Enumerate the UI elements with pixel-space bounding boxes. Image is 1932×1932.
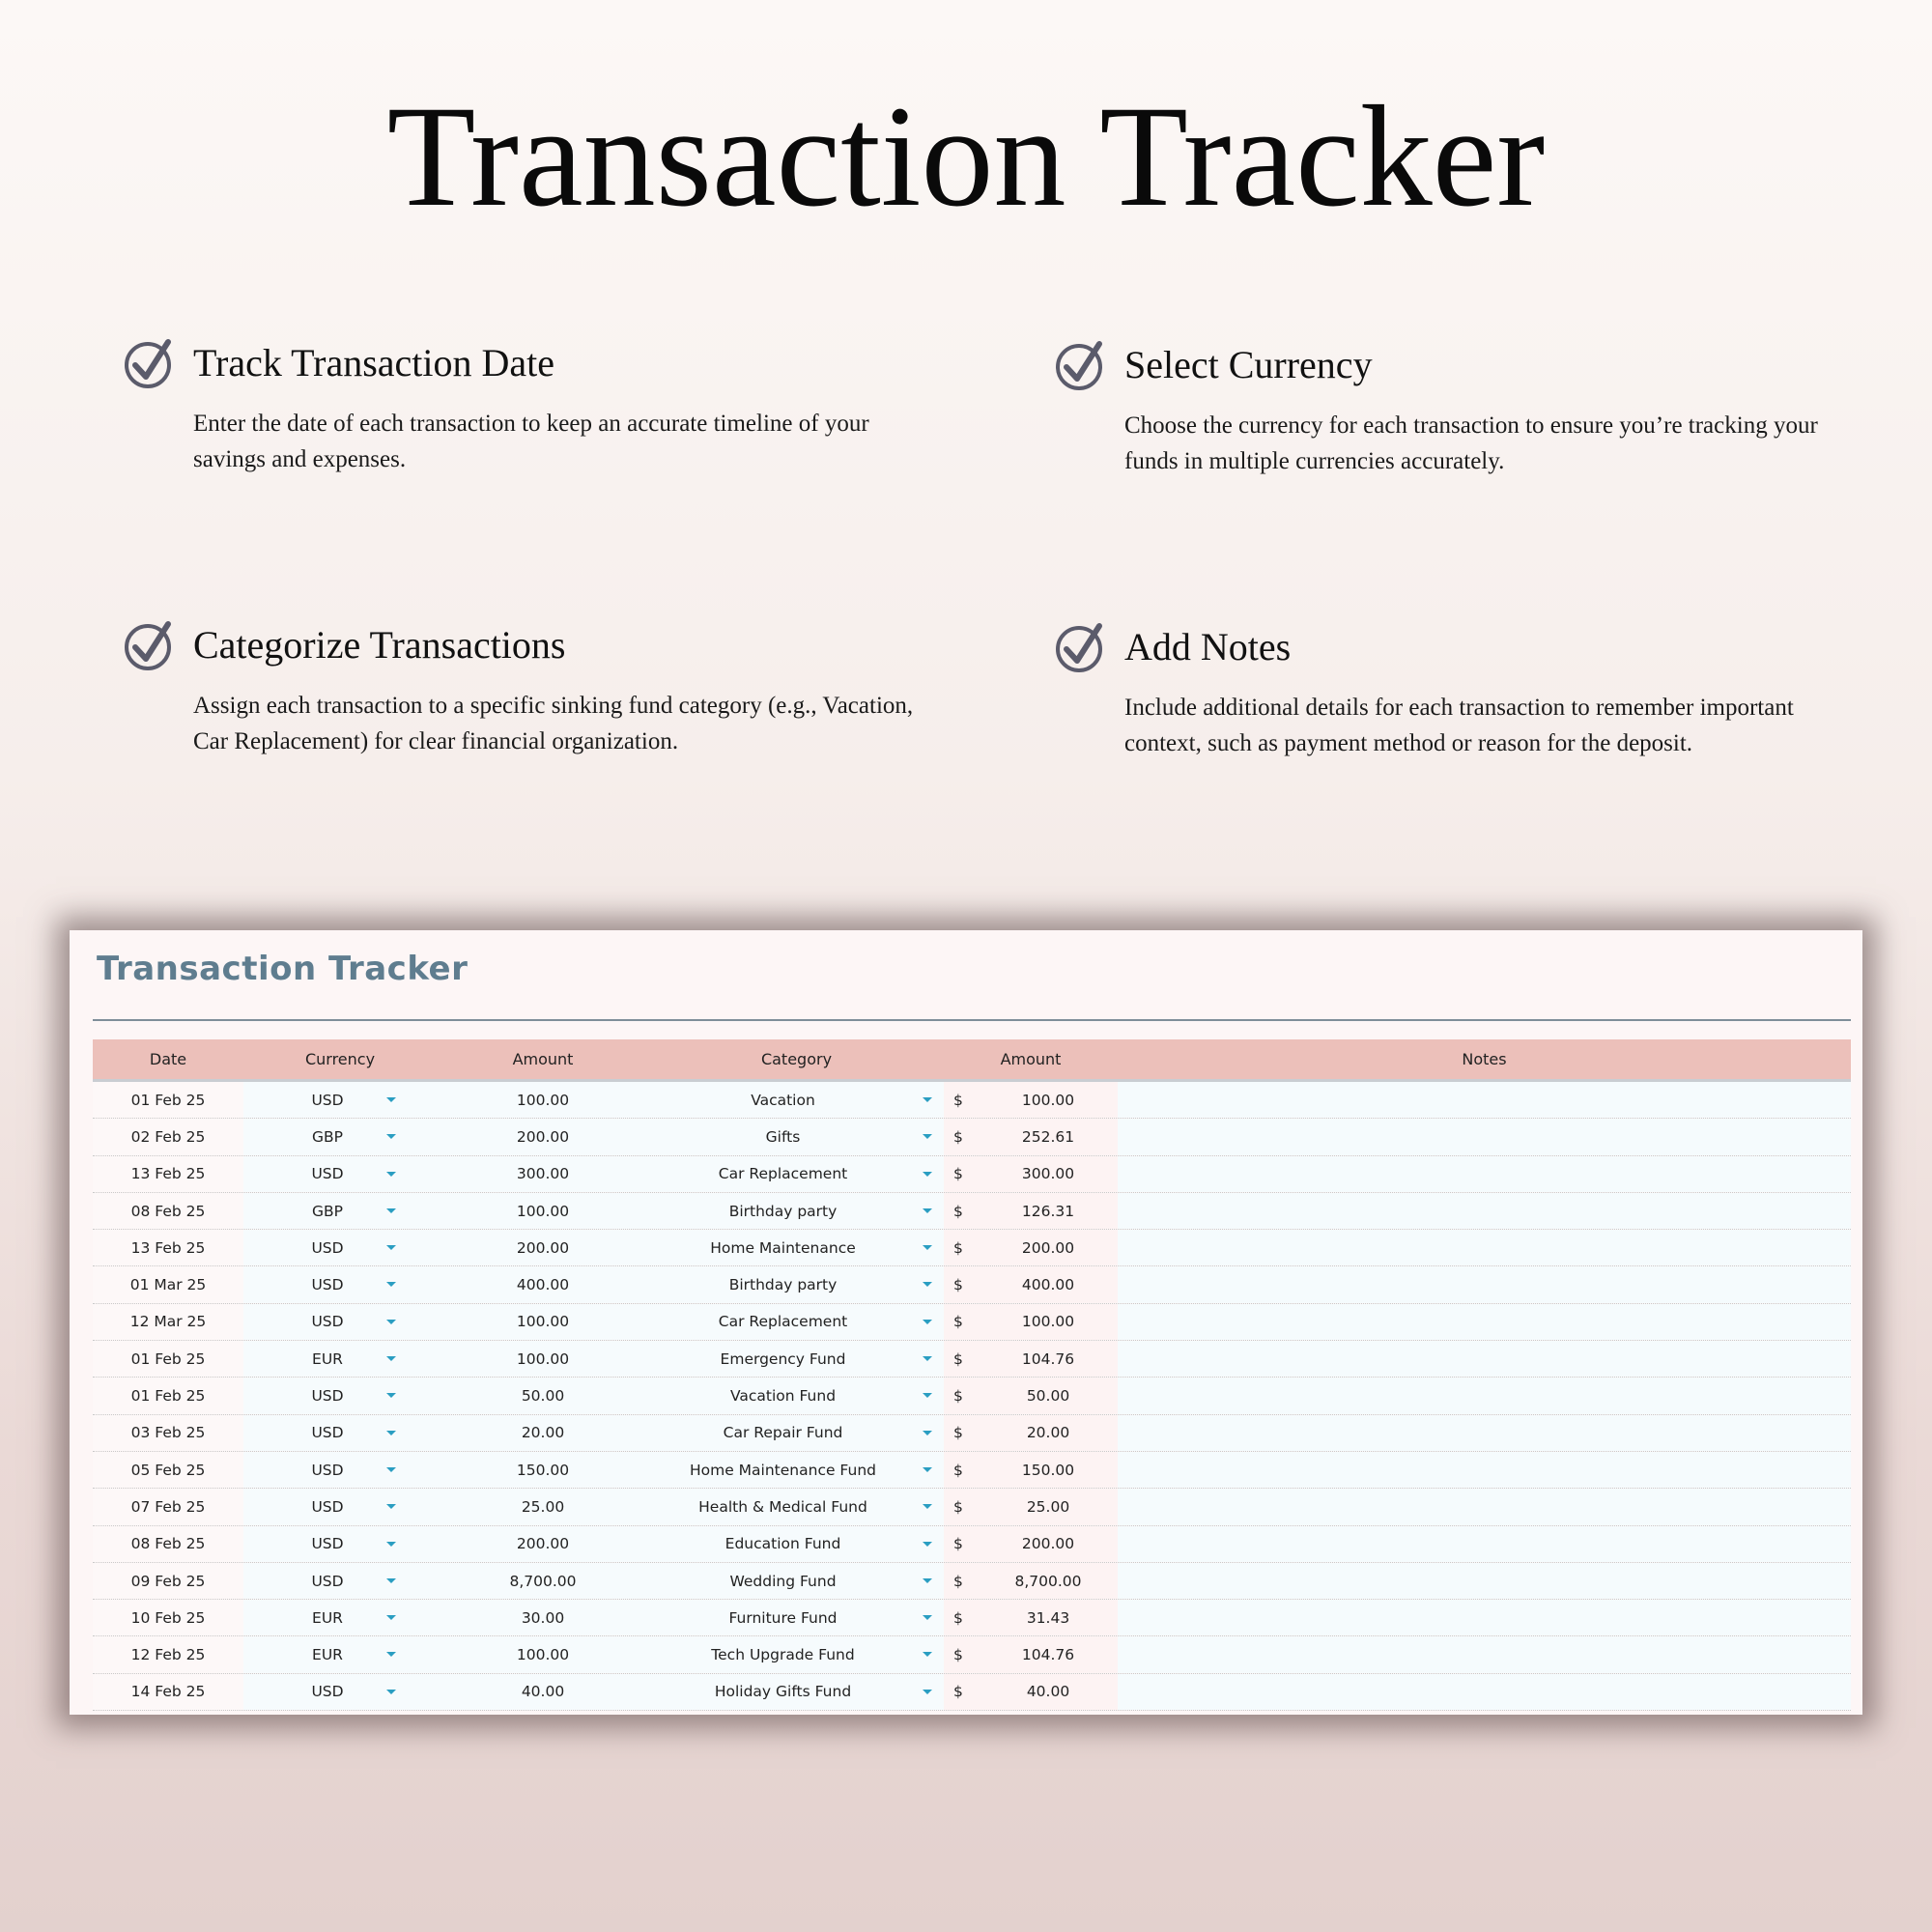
column-header-converted-amount[interactable]: Amount	[1000, 1050, 1062, 1068]
currency-symbol: $	[953, 1238, 963, 1257]
currency-dropdown[interactable]	[243, 1600, 437, 1635]
category-value: Home Maintenance Fund	[689, 1461, 876, 1479]
table-row	[93, 1526, 1851, 1563]
category-value: Car Replacement	[718, 1165, 848, 1183]
check-circle-icon	[1055, 338, 1109, 392]
currency-symbol: $	[953, 1276, 963, 1294]
table-row	[93, 1600, 1851, 1636]
date-cell[interactable]: 12 Mar 25	[93, 1304, 243, 1340]
category-value: Birthday party	[728, 1276, 838, 1294]
converted-amount-cell	[944, 1193, 1118, 1229]
currency-symbol: $	[953, 1313, 963, 1331]
amount-cell[interactable]: 100.00	[437, 1636, 649, 1672]
currency-value: EUR	[312, 1350, 343, 1368]
converted-amount-cell	[944, 1636, 1118, 1672]
date-cell[interactable]: 01 Feb 25	[93, 1341, 243, 1377]
amount-cell[interactable]: 150.00	[437, 1452, 649, 1488]
currency-value: USD	[311, 1424, 344, 1442]
currency-value: USD	[311, 1313, 344, 1331]
converted-amount-value: 8,700.00	[1014, 1572, 1082, 1590]
feature-title: Categorize Transactions	[193, 623, 566, 667]
category-dropdown[interactable]	[649, 1636, 944, 1672]
converted-amount-value: 104.76	[1021, 1646, 1075, 1664]
category-value: Car Repair Fund	[723, 1424, 843, 1442]
amount-cell[interactable]: 300.00	[437, 1156, 649, 1192]
caret-down-icon[interactable]	[386, 1208, 396, 1213]
converted-amount-cell	[944, 1266, 1118, 1302]
table-row	[93, 1415, 1851, 1452]
caret-down-icon[interactable]	[386, 1356, 396, 1361]
check-circle-icon	[124, 618, 178, 672]
category-value: Holiday Gifts Fund	[714, 1683, 852, 1701]
date-cell[interactable]: 01 Mar 25	[93, 1266, 243, 1302]
caret-down-icon[interactable]	[923, 1690, 932, 1694]
currency-symbol: $	[953, 1387, 963, 1406]
date-cell[interactable]: 03 Feb 25	[93, 1415, 243, 1451]
category-value: Car Replacement	[718, 1313, 848, 1331]
currency-dropdown[interactable]	[243, 1082, 437, 1118]
caret-down-icon[interactable]	[923, 1431, 932, 1435]
caret-down-icon[interactable]	[386, 1467, 396, 1472]
date-cell[interactable]: 12 Feb 25	[93, 1636, 243, 1672]
currency-value: GBP	[312, 1127, 343, 1146]
converted-amount-value: 20.00	[1026, 1424, 1070, 1442]
currency-symbol: $	[953, 1202, 963, 1220]
converted-amount-cell	[944, 1341, 1118, 1377]
caret-down-icon[interactable]	[386, 1282, 396, 1287]
date-cell[interactable]: 08 Feb 25	[93, 1193, 243, 1229]
amount-cell[interactable]: 200.00	[437, 1119, 649, 1154]
converted-amount-cell	[944, 1489, 1118, 1524]
currency-value: USD	[311, 1091, 344, 1109]
converted-amount-cell	[944, 1378, 1118, 1413]
caret-down-icon[interactable]	[923, 1652, 932, 1657]
date-cell[interactable]: 02 Feb 25	[93, 1119, 243, 1154]
date-cell[interactable]: 07 Feb 25	[93, 1489, 243, 1524]
date-cell[interactable]: 13 Feb 25	[93, 1156, 243, 1192]
date-cell[interactable]: 09 Feb 25	[93, 1563, 243, 1599]
currency-symbol: $	[953, 1497, 963, 1516]
currency-dropdown[interactable]	[243, 1489, 437, 1524]
caret-down-icon[interactable]	[386, 1393, 396, 1398]
table-row	[93, 1378, 1851, 1414]
converted-amount-value: 104.76	[1021, 1350, 1075, 1368]
converted-amount-cell	[944, 1156, 1118, 1192]
notes-cell[interactable]	[1118, 1600, 1851, 1635]
notes-cell[interactable]	[1118, 1415, 1851, 1451]
currency-dropdown[interactable]	[243, 1415, 437, 1451]
caret-down-icon[interactable]	[923, 1172, 932, 1177]
caret-down-icon[interactable]	[386, 1578, 396, 1583]
caret-down-icon[interactable]	[386, 1652, 396, 1657]
currency-dropdown[interactable]	[243, 1193, 437, 1229]
currency-dropdown[interactable]	[243, 1230, 437, 1265]
category-value: Education Fund	[724, 1535, 841, 1553]
currency-value: USD	[311, 1535, 344, 1553]
date-cell[interactable]: 01 Feb 25	[93, 1082, 243, 1118]
currency-symbol: $	[953, 1165, 963, 1183]
category-dropdown[interactable]	[649, 1230, 944, 1265]
caret-down-icon[interactable]	[923, 1320, 932, 1324]
currency-value: USD	[311, 1165, 344, 1183]
converted-amount-value: 100.00	[1021, 1313, 1075, 1331]
hero-title: Transaction Tracker	[386, 76, 1546, 237]
notes-cell[interactable]	[1118, 1378, 1851, 1413]
converted-amount-value: 25.00	[1026, 1497, 1070, 1516]
notes-cell[interactable]	[1118, 1266, 1851, 1302]
currency-value: USD	[311, 1572, 344, 1590]
table-row	[93, 1563, 1851, 1600]
currency-symbol: $	[953, 1127, 963, 1146]
currency-symbol: $	[953, 1350, 963, 1368]
caret-down-icon[interactable]	[923, 1356, 932, 1361]
currency-dropdown[interactable]	[243, 1156, 437, 1192]
converted-amount-cell	[944, 1415, 1118, 1451]
converted-amount-cell	[944, 1563, 1118, 1599]
notes-cell[interactable]	[1118, 1526, 1851, 1562]
currency-value: EUR	[312, 1608, 343, 1627]
caret-down-icon[interactable]	[386, 1615, 396, 1620]
amount-cell[interactable]: 400.00	[437, 1266, 649, 1302]
caret-down-icon[interactable]	[386, 1245, 396, 1250]
caret-down-icon[interactable]	[386, 1172, 396, 1177]
caret-down-icon[interactable]	[386, 1690, 396, 1694]
currency-dropdown[interactable]	[243, 1119, 437, 1154]
feature-title: Track Transaction Date	[193, 341, 555, 384]
category-dropdown[interactable]	[649, 1193, 944, 1229]
category-dropdown[interactable]	[649, 1304, 944, 1340]
currency-value: EUR	[312, 1646, 343, 1664]
converted-amount-cell	[944, 1230, 1118, 1265]
currency-value: USD	[311, 1276, 344, 1294]
caret-down-icon[interactable]	[386, 1504, 396, 1509]
amount-cell[interactable]: 20.00	[437, 1415, 649, 1451]
currency-dropdown[interactable]	[243, 1452, 437, 1488]
category-value: Wedding Fund	[729, 1572, 837, 1590]
notes-cell[interactable]	[1118, 1193, 1851, 1229]
amount-cell[interactable]: 200.00	[437, 1526, 649, 1562]
notes-cell[interactable]	[1118, 1230, 1851, 1265]
caret-down-icon[interactable]	[923, 1542, 932, 1547]
date-cell[interactable]: 08 Feb 25	[93, 1526, 243, 1562]
currency-value: USD	[311, 1497, 344, 1516]
table-row	[93, 1156, 1851, 1193]
table-row	[93, 1452, 1851, 1489]
currency-symbol: $	[953, 1608, 963, 1627]
converted-amount-cell	[944, 1526, 1118, 1562]
category-value: Home Maintenance	[710, 1238, 856, 1257]
caret-down-icon[interactable]	[923, 1282, 932, 1287]
feature-description: Assign each transaction to a specific sinking fund category (e.g., Vacation, Car Replacement) for clear financial organization.	[193, 693, 914, 754]
currency-dropdown[interactable]	[243, 1526, 437, 1562]
date-cell[interactable]: 05 Feb 25	[93, 1452, 243, 1488]
title-divider	[93, 1019, 1851, 1021]
notes-cell[interactable]	[1118, 1636, 1851, 1672]
notes-cell[interactable]	[1118, 1156, 1851, 1192]
sheet-title: Transaction Tracker	[97, 950, 469, 988]
date-cell[interactable]: 01 Feb 25	[93, 1378, 243, 1413]
column-header-date[interactable]: Date	[149, 1050, 187, 1068]
table-row	[93, 1489, 1851, 1525]
currency-dropdown[interactable]	[243, 1378, 437, 1413]
converted-amount-cell	[944, 1600, 1118, 1635]
converted-amount-cell	[944, 1674, 1118, 1710]
currency-symbol: $	[953, 1683, 963, 1701]
caret-down-icon[interactable]	[923, 1245, 932, 1250]
table-row	[93, 1266, 1851, 1303]
currency-value: USD	[311, 1238, 344, 1257]
category-value: Birthday party	[728, 1202, 838, 1220]
feature-description: Enter the date of each transaction to keep an accurate timeline of your savings and expenses.	[193, 411, 869, 472]
table-row	[93, 1304, 1851, 1341]
category-value: Vacation Fund	[729, 1387, 837, 1406]
currency-symbol: $	[953, 1572, 963, 1590]
category-dropdown[interactable]	[649, 1600, 944, 1635]
converted-amount-value: 400.00	[1021, 1276, 1075, 1294]
notes-cell[interactable]	[1118, 1563, 1851, 1599]
category-dropdown[interactable]	[649, 1452, 944, 1488]
check-circle-icon	[124, 336, 178, 390]
converted-amount-value: 100.00	[1021, 1091, 1075, 1109]
converted-amount-cell	[944, 1082, 1118, 1118]
amount-cell[interactable]: 200.00	[437, 1230, 649, 1265]
notes-cell[interactable]	[1118, 1119, 1851, 1154]
converted-amount-value: 126.31	[1021, 1202, 1075, 1220]
currency-value: GBP	[312, 1202, 343, 1220]
converted-amount-value: 40.00	[1026, 1683, 1070, 1701]
category-dropdown[interactable]	[649, 1119, 944, 1154]
category-dropdown[interactable]	[649, 1266, 944, 1302]
category-dropdown[interactable]	[649, 1489, 944, 1524]
feature-description: Include additional details for each transaction to remember important context, such as payment method or reason for the deposit.	[1124, 695, 1794, 756]
table-row	[93, 1193, 1851, 1230]
converted-amount-value: 252.61	[1021, 1127, 1075, 1146]
converted-amount-cell	[944, 1304, 1118, 1340]
column-header-amount[interactable]: Amount	[512, 1050, 574, 1068]
notes-cell[interactable]	[1118, 1674, 1851, 1710]
table-row	[93, 1341, 1851, 1378]
category-dropdown[interactable]	[649, 1526, 944, 1562]
table-header	[93, 1039, 1851, 1082]
category-value: Emergency Fund	[720, 1350, 846, 1368]
converted-amount-value: 300.00	[1021, 1165, 1075, 1183]
currency-dropdown[interactable]	[243, 1341, 437, 1377]
currency-dropdown[interactable]	[243, 1674, 437, 1710]
category-value: Gifts	[765, 1127, 801, 1146]
spreadsheet-preview	[70, 930, 1862, 1715]
date-cell[interactable]: 10 Feb 25	[93, 1600, 243, 1635]
caret-down-icon[interactable]	[386, 1542, 396, 1547]
column-header-category[interactable]: Category	[760, 1050, 833, 1068]
category-dropdown[interactable]	[649, 1674, 944, 1710]
notes-cell[interactable]	[1118, 1452, 1851, 1488]
caret-down-icon[interactable]	[386, 1431, 396, 1435]
category-value: Tech Upgrade Fund	[711, 1646, 855, 1664]
currency-symbol: $	[953, 1091, 963, 1109]
category-value: Vacation	[751, 1091, 815, 1109]
amount-cell[interactable]: 100.00	[437, 1193, 649, 1229]
category-dropdown[interactable]	[649, 1341, 944, 1377]
table-body	[93, 1082, 1851, 1711]
amount-cell[interactable]: 50.00	[437, 1378, 649, 1413]
converted-amount-value: 31.43	[1026, 1608, 1070, 1627]
feature-title: Select Currency	[1124, 343, 1373, 386]
category-dropdown[interactable]	[649, 1082, 944, 1118]
amount-cell[interactable]: 8,700.00	[437, 1563, 649, 1599]
check-circle-icon	[1055, 620, 1109, 674]
caret-down-icon[interactable]	[386, 1097, 396, 1102]
notes-cell[interactable]	[1118, 1304, 1851, 1340]
caret-down-icon[interactable]	[386, 1320, 396, 1324]
currency-dropdown[interactable]	[243, 1563, 437, 1599]
currency-value: USD	[311, 1461, 344, 1479]
amount-cell[interactable]: 100.00	[437, 1341, 649, 1377]
currency-dropdown[interactable]	[243, 1304, 437, 1340]
amount-cell[interactable]: 100.00	[437, 1082, 649, 1118]
category-dropdown[interactable]	[649, 1415, 944, 1451]
notes-cell[interactable]	[1118, 1489, 1851, 1524]
table-row	[93, 1230, 1851, 1266]
caret-down-icon[interactable]	[923, 1504, 932, 1509]
notes-cell[interactable]	[1118, 1341, 1851, 1377]
currency-value: USD	[311, 1683, 344, 1701]
amount-cell[interactable]: 100.00	[437, 1304, 649, 1340]
column-header-currency[interactable]: Currency	[304, 1050, 376, 1068]
column-header-notes[interactable]: Notes	[1462, 1050, 1507, 1068]
date-cell[interactable]: 14 Feb 25	[93, 1674, 243, 1710]
category-dropdown[interactable]	[649, 1378, 944, 1413]
caret-down-icon[interactable]	[923, 1208, 932, 1213]
feature-description: Choose the currency for each transaction to ensure you’re tracking your funds in multiple currencies accurately.	[1124, 412, 1818, 474]
category-value: Furniture Fund	[728, 1608, 838, 1627]
currency-symbol: $	[953, 1461, 963, 1479]
converted-amount-cell	[944, 1119, 1118, 1154]
currency-symbol: $	[953, 1424, 963, 1442]
date-cell[interactable]: 13 Feb 25	[93, 1230, 243, 1265]
table-row	[93, 1119, 1851, 1155]
transaction-table	[93, 1039, 1851, 1711]
caret-down-icon[interactable]	[386, 1134, 396, 1139]
currency-dropdown[interactable]	[243, 1266, 437, 1302]
caret-down-icon[interactable]	[923, 1134, 932, 1139]
converted-amount-value: 150.00	[1021, 1461, 1075, 1479]
caret-down-icon[interactable]	[923, 1467, 932, 1472]
table-row	[93, 1082, 1851, 1119]
caret-down-icon[interactable]	[923, 1097, 932, 1102]
category-value: Health & Medical Fund	[698, 1497, 867, 1516]
notes-cell[interactable]	[1118, 1082, 1851, 1118]
amount-cell[interactable]: 25.00	[437, 1489, 649, 1524]
caret-down-icon[interactable]	[923, 1578, 932, 1583]
table-row	[93, 1674, 1851, 1711]
table-row	[93, 1636, 1851, 1673]
converted-amount-cell	[944, 1452, 1118, 1488]
feature-title: Add Notes	[1124, 625, 1292, 668]
caret-down-icon[interactable]	[923, 1393, 932, 1398]
converted-amount-value: 50.00	[1026, 1387, 1070, 1406]
currency-symbol: $	[953, 1535, 963, 1553]
caret-down-icon[interactable]	[923, 1615, 932, 1620]
amount-cell[interactable]: 40.00	[437, 1674, 649, 1710]
currency-value: USD	[311, 1387, 344, 1406]
currency-symbol: $	[953, 1646, 963, 1664]
category-dropdown[interactable]	[649, 1156, 944, 1192]
currency-dropdown[interactable]	[243, 1636, 437, 1672]
amount-cell[interactable]: 30.00	[437, 1600, 649, 1635]
category-dropdown[interactable]	[649, 1563, 944, 1599]
converted-amount-value: 200.00	[1021, 1238, 1075, 1257]
converted-amount-value: 200.00	[1021, 1535, 1075, 1553]
